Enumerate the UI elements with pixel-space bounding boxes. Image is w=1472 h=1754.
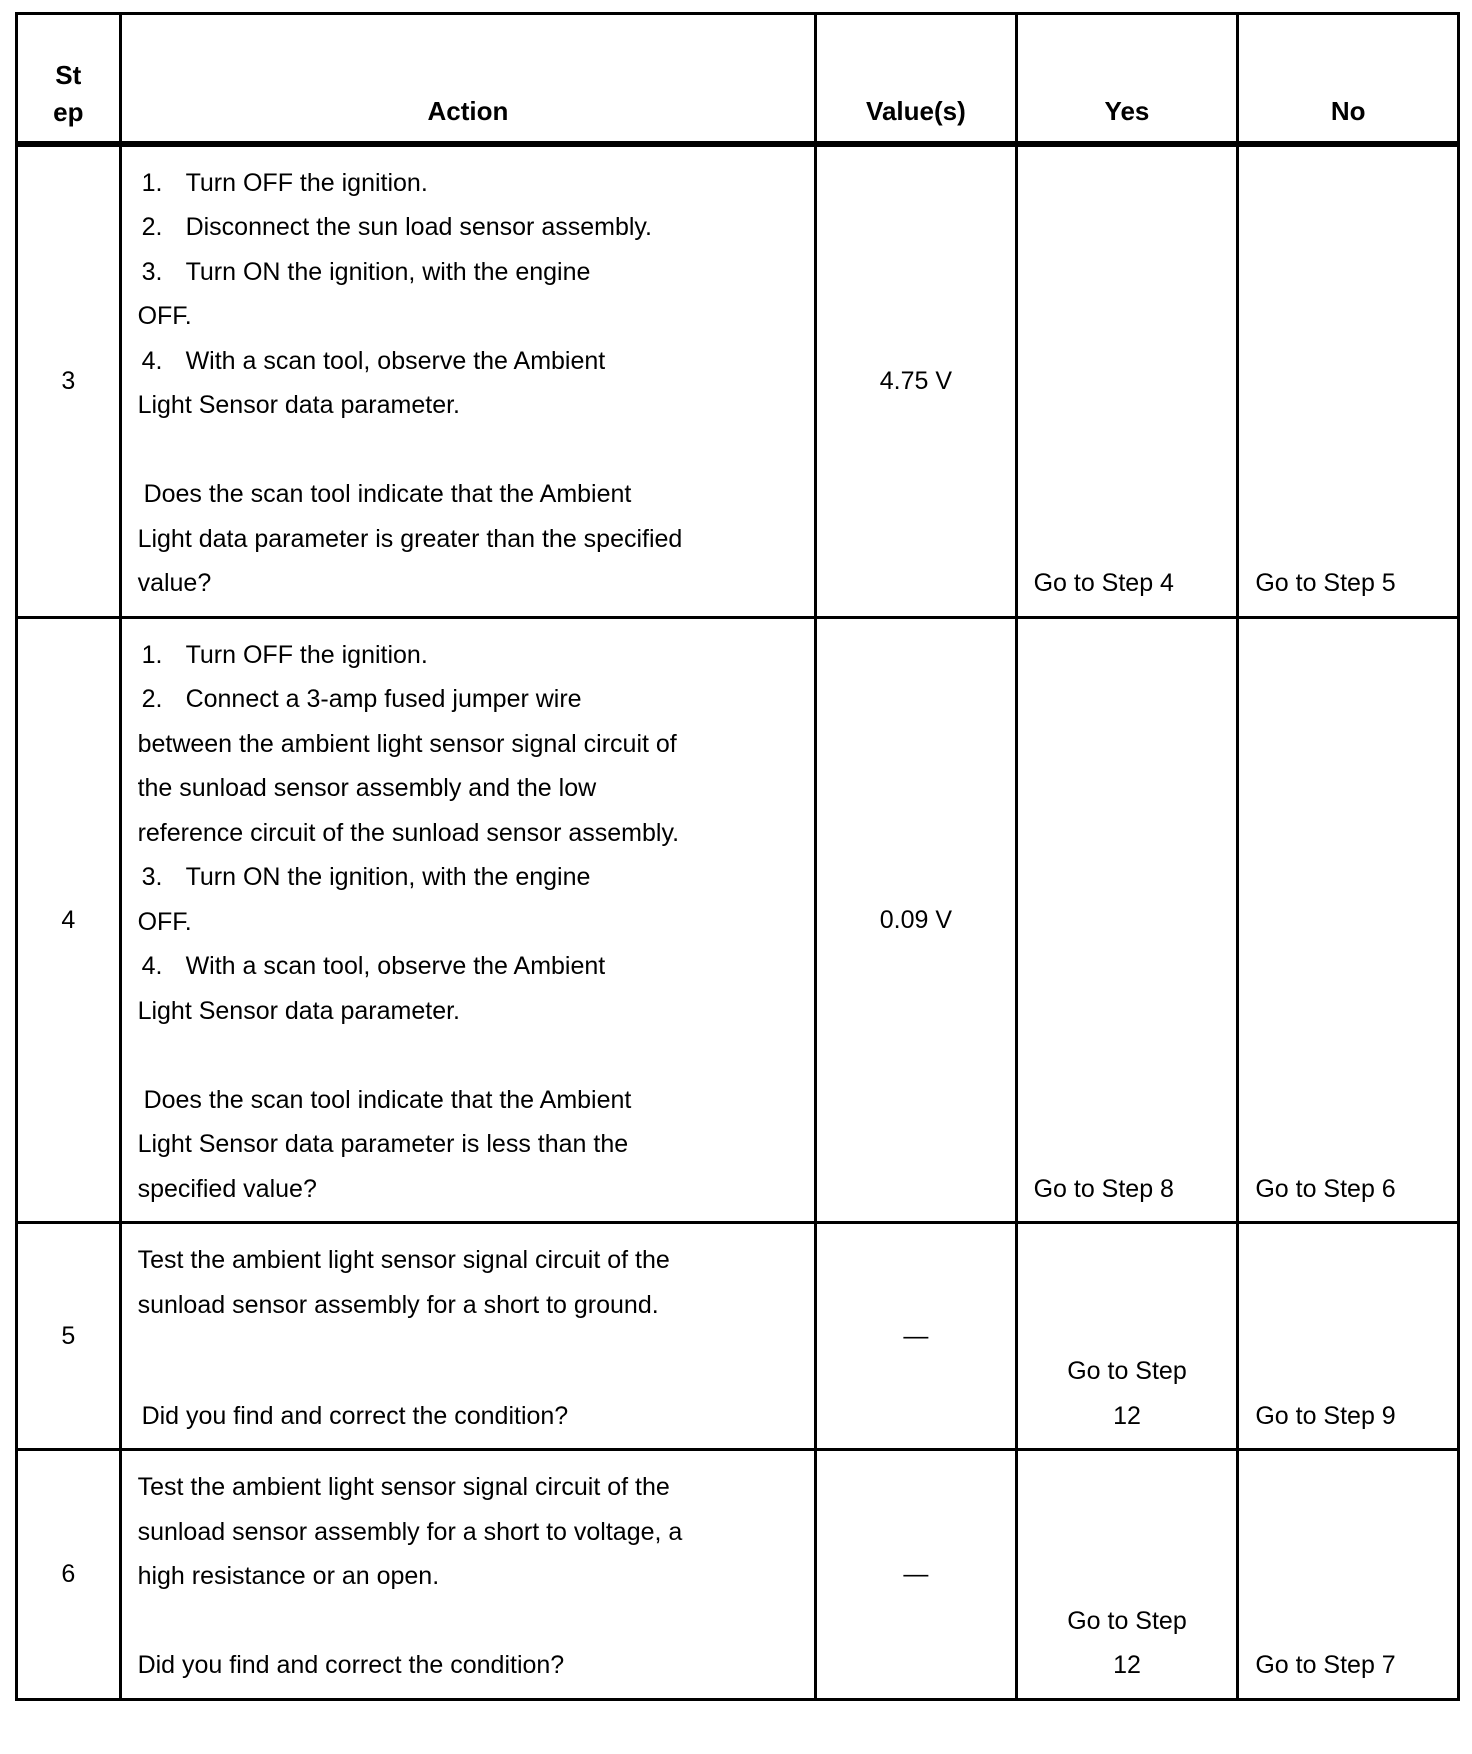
yes-line: Go to Step 4 xyxy=(1033,569,1174,597)
step-number: 4 xyxy=(17,617,121,1223)
action-line: 1. Turn OFF the ignition. xyxy=(141,640,428,669)
yes-line: 12 xyxy=(1113,1401,1141,1430)
action-line: OFF. xyxy=(137,302,192,330)
yes-line: 12 xyxy=(1113,1651,1141,1679)
yes-line: Go to Step xyxy=(1067,1606,1187,1635)
action-cell xyxy=(120,144,816,618)
no-cell: Go to Step 5 xyxy=(1238,144,1459,618)
yes-line: Go to Step 8 xyxy=(1033,1174,1174,1203)
header-step-line-1: St xyxy=(55,59,82,90)
yes-line: Go to Step xyxy=(1067,1357,1187,1385)
header-yes: Yes xyxy=(1016,14,1238,144)
value-cell: 0.09 V xyxy=(816,617,1016,1223)
value-cell: — xyxy=(816,1223,1016,1450)
table-row-step-5 xyxy=(17,1223,1459,1450)
table-row-step-6 xyxy=(17,1450,1459,1700)
action-line: 3. Turn ON the ignition, with the engine xyxy=(141,257,591,286)
question-line: Did you find and correct the condition? xyxy=(141,1401,569,1430)
action-line: 2. Connect a 3-amp fused jumper wire xyxy=(141,685,582,713)
action-line: Light Sensor data parameter. xyxy=(137,391,460,419)
action-line: the sunload sensor assembly and the low xyxy=(137,774,597,802)
header-step-line-2: ep xyxy=(53,96,84,127)
question-line: Light data parameter is greater than the specified xyxy=(137,524,683,553)
diagnostic-table xyxy=(15,12,1460,1701)
yes-cell xyxy=(1016,144,1238,618)
action-line: high resistance or an open. xyxy=(137,1562,440,1590)
header-step xyxy=(17,14,121,144)
action-line: sunload sensor assembly for a short to ground. xyxy=(137,1290,659,1319)
value-cell: — xyxy=(816,1450,1016,1700)
action-line: 2. Disconnect the sun load sensor assembly. xyxy=(141,213,653,241)
action-line: 3. Turn ON the ignition, with the engine xyxy=(141,863,591,891)
value-cell: 4.75 V xyxy=(816,144,1016,618)
question-line: value? xyxy=(137,569,212,597)
action-line: 4. With a scan tool, observe the Ambient xyxy=(141,346,606,375)
action-line: Light Sensor data parameter. xyxy=(137,996,460,1025)
action-line: reference circuit of the sunload sensor assembly. xyxy=(137,818,680,847)
question-line: Does the scan tool indicate that the Ambient xyxy=(143,480,632,508)
header-values: Value(s) xyxy=(816,14,1016,144)
action-cell xyxy=(120,1223,816,1450)
header-row xyxy=(17,14,1459,144)
yes-cell xyxy=(1016,617,1238,1223)
no-cell: Go to Step 6 xyxy=(1238,617,1459,1223)
action-line: 4. With a scan tool, observe the Ambient xyxy=(141,952,606,980)
table-row-step-4 xyxy=(17,617,1459,1223)
question-line: specified value? xyxy=(137,1174,317,1203)
header-no: No xyxy=(1238,14,1459,144)
action-cell xyxy=(120,617,816,1223)
action-line: OFF. xyxy=(137,907,192,936)
action-line: Test the ambient light sensor signal circuit of the xyxy=(137,1246,670,1274)
question-line: Did you find and correct the condition? xyxy=(137,1651,565,1679)
action-line: Test the ambient light sensor signal circuit of the xyxy=(137,1473,670,1501)
yes-cell xyxy=(1016,1223,1238,1450)
action-line: sunload sensor assembly for a short to voltage, a xyxy=(137,1517,683,1546)
no-cell: Go to Step 9 xyxy=(1238,1223,1459,1450)
step-number: 5 xyxy=(17,1223,121,1450)
no-cell: Go to Step 7 xyxy=(1238,1450,1459,1700)
action-line: between the ambient light sensor signal circuit of xyxy=(137,729,677,758)
step-number: 3 xyxy=(17,144,121,618)
question-line: Does the scan tool indicate that the Ambient xyxy=(143,1085,632,1114)
action-cell xyxy=(120,1450,816,1700)
question-line: Light Sensor data parameter is less than the xyxy=(137,1130,629,1158)
action-line: 1. Turn OFF the ignition. xyxy=(141,168,428,197)
step-number: 6 xyxy=(17,1450,121,1700)
header-action: Action xyxy=(120,14,816,144)
yes-cell xyxy=(1016,1450,1238,1700)
table-row-step-3 xyxy=(17,144,1459,618)
